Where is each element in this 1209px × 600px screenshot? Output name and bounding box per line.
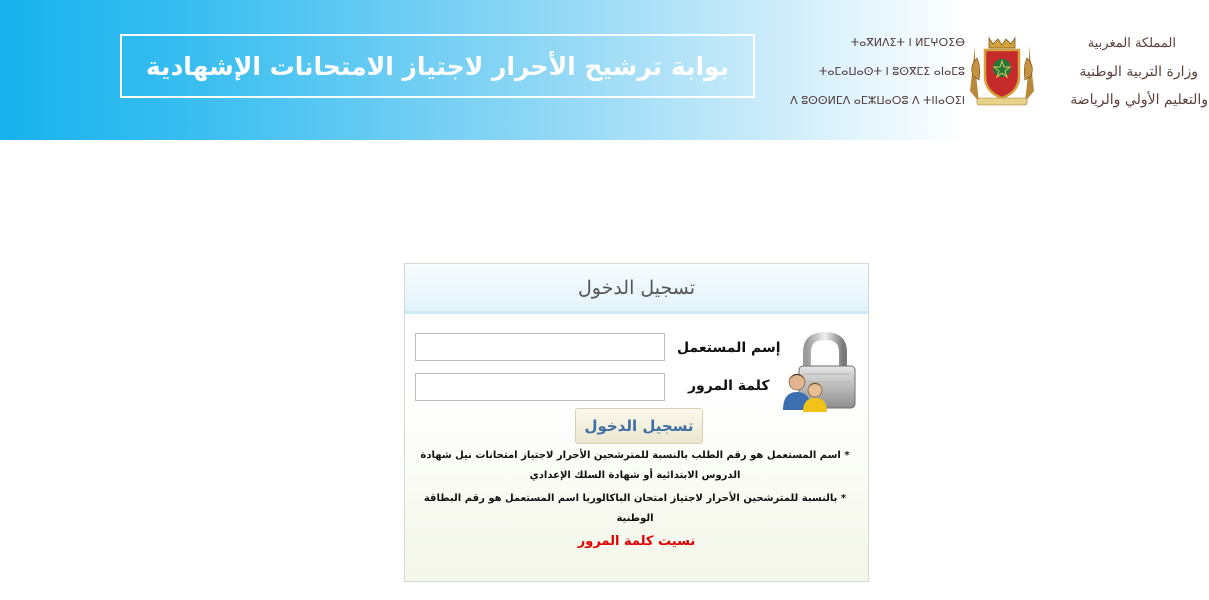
login-panel-header [405,264,868,314]
tifinagh-ministry-name [790,34,965,114]
username-label: إسم المستعمل [677,340,781,356]
forgot-password-link[interactable]: نسيت كلمة المرور [577,534,696,549]
password-input[interactable] [415,373,665,401]
tifinagh-line-2: ⵜⴰⵎⴰⵡⴰⵙⵜ ⵏ ⵓⵙⴳⵎⵉ ⴰⵏⴰⵎⵓ [818,65,965,78]
ministry-line-1: وزارة التربية الوطنية [1079,64,1198,80]
username-note: * اسم المستعمل هو رقم الطلب بالنسبة للمترشحين الأحرار لاجتياز امتحانات نيل شهادة الدروس الابتدائية أو شهادة السلك الإعدادي [420,450,850,481]
portal-title: بوابة ترشيح الأحرار لاجتياز الامتحانات الإشهادية [145,51,730,81]
login-button[interactable]: تسجيل الدخول [575,408,703,444]
username-input[interactable] [415,333,665,361]
ministry-name [1040,34,1208,114]
padlock-users-icon [781,330,861,412]
tifinagh-line-3: ⴷ ⵓⵙⵙⵍⵎⴷ ⴰⵎⵣⵡⴰⵔⵓ ⴷ ⵜⵏⵏⴰⵔⵉⵏ [790,94,965,107]
portal-title-box [120,34,755,98]
login-heading: تسجيل الدخول [577,276,696,299]
kingdom-label: المملكة المغربية [1087,36,1176,51]
tifinagh-line-1: ⵜⴰⴳⵍⴷⵉⵜ ⵏ ⵍⵎⵖⵔⵉⴱ [850,36,965,49]
moroccan-coat-of-arms-icon [965,36,1039,108]
site-header [0,0,1209,140]
login-panel [404,263,869,582]
ministry-line-2: والتعليم الأولي والرياضة [1070,92,1208,108]
password-label: كلمة المرور [688,378,770,394]
baccalaureate-note: * بالنسبة للمترشحين الأحرار لاجتياز امتحان الباكالوريا اسم المستعمل هو رقم البطاقة الوطنية [423,493,847,524]
